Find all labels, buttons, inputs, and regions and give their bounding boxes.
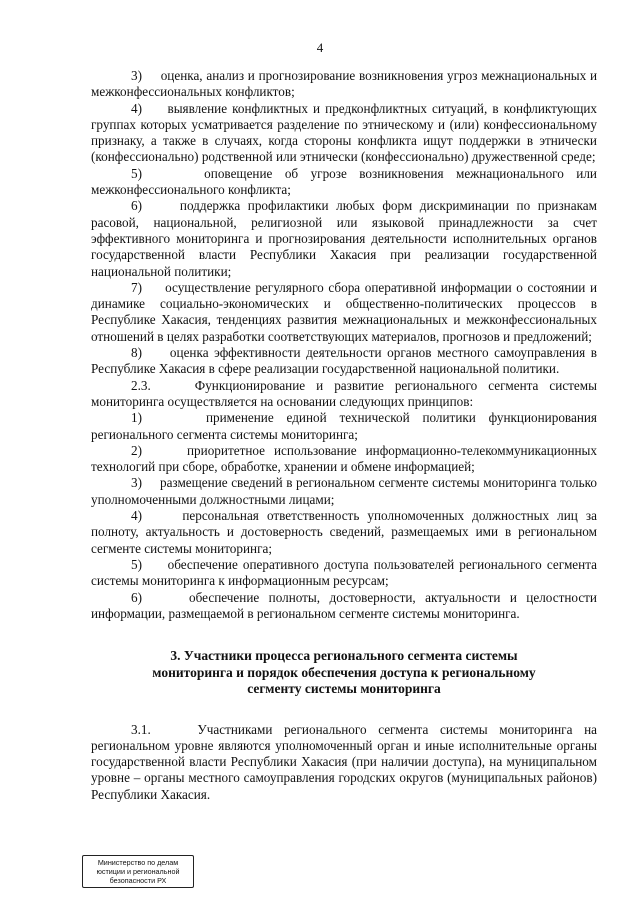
item-number: 6) xyxy=(131,589,142,605)
section-title-line: мониторинга и порядок обеспечения доступа к региональному xyxy=(152,664,536,680)
item-number: 2) xyxy=(131,442,142,458)
list-item xyxy=(91,345,597,378)
paragraph-number: 2.3. xyxy=(131,377,151,393)
page-number: 4 xyxy=(316,40,324,55)
stamp-line: Министерство по делам xyxy=(97,858,179,867)
section-title-line: сегменту системы мониторинга xyxy=(247,681,441,697)
list-item xyxy=(91,166,597,199)
item-number: 3) xyxy=(131,475,142,491)
item-number: 1) xyxy=(131,410,142,426)
list-item xyxy=(91,280,597,345)
item-text: приоритетное использование информационно-телекоммуникационных технологий при сборе, обработке, хранении и обмене информацией; xyxy=(91,442,598,475)
item-text: оценка эффективности деятельности органов местного самоуправления в Республике Хакасия в сфере реализации государственной национальной политики. xyxy=(91,345,598,377)
item-text: оценка, анализ и прогнозирование возникновения угроз межнациональных и межконфессиональных конфликтов; xyxy=(91,68,597,100)
item-text: обеспечение полноты, достоверности, актуальности и целостности информации, размещаемой в региональном сегменте системы мониторинга. xyxy=(91,589,597,621)
list-item xyxy=(91,508,597,557)
list-item xyxy=(91,557,597,590)
item-text: обеспечение оперативного доступа пользователей регионального сегмента системы мониторинга к информационным ресурсам; xyxy=(91,556,598,589)
item-number: 6) xyxy=(131,198,142,214)
item-text: выявление конфликтных и предконфликтных ситуаций, в конфликтующих группах которых усматривается разделение по этническому и (или) конфессиональному признаку, а также в случаях, когда стороны конфликта ищут поддержки в этнически (конфессионально) родственной или этнически (конфессионально) дружественной среде; xyxy=(91,100,598,165)
list-item xyxy=(91,410,597,443)
section-3-heading xyxy=(91,648,597,698)
item-text: осуществление регулярного сбора оперативной информации о состоянии и динамике социально-экономических и общественно-политических процессов в Республике Хакасия, тенденциях развития межнациональных и межконфессиональных отношений в целях разработки соответствующих материалов, прогнозов и предложений; xyxy=(91,279,598,344)
item-number: 8) xyxy=(131,345,142,361)
paragraph-text: Функционирование и развитие регионального сегмента системы мониторинга осуществляется на основании следующих принципов: xyxy=(91,377,597,409)
item-text: поддержка профилактики любых форм дискриминации по признакам расовой, национальной, религиозной или языковой принадлежности за счет эффективного мониторинга и прогнозирования деятельности исполнительных органов государственной власти Республики Хакасия при реализации государственной национальной политики; xyxy=(91,198,597,279)
list-item xyxy=(91,101,597,166)
list-item xyxy=(91,475,597,508)
section-title-line: 3. Участники процесса регионального сегмента системы xyxy=(170,648,518,664)
list-item xyxy=(91,443,597,476)
paragraph-number: 3.1. xyxy=(131,721,151,737)
item-text: персональная ответственность уполномоченных должностных лиц за полноту, актуальность и достоверность сведений, размещаемых ими в региональном сегменте системы мониторинга; xyxy=(91,508,597,556)
item-number: 5) xyxy=(131,165,142,181)
list-item xyxy=(91,590,597,623)
list-item xyxy=(91,198,597,279)
stamp-line: безопасности РХ xyxy=(109,876,167,885)
list-2-3 xyxy=(91,410,597,622)
item-number: 5) xyxy=(131,556,142,572)
item-text: применение единой технической политики функционирования регионального сегмента системы мониторинга; xyxy=(91,410,598,442)
list-2-2 xyxy=(91,68,597,378)
list-item xyxy=(91,68,597,101)
item-text: размещение сведений в региональном сегменте системы мониторинга только уполномоченными должностными лицами; xyxy=(91,475,597,507)
paragraph-text: Участниками регионального сегмента системы мониторинга на региональном уровне являются уполномоченный орган и иные исполнительные органы государственной власти Республики Хакасия (при наличии доступа), на муниципальном уровне – органы местного самоуправления городских округов (муниципальных районов) Республики Хакасия. xyxy=(91,721,597,802)
stamp-line: юстиции и региональной xyxy=(96,867,180,876)
item-number: 7) xyxy=(131,279,142,295)
item-number: 4) xyxy=(131,100,142,116)
item-text: оповещение об угрозе возникновения межнационального или межконфессионального конфликта; xyxy=(91,165,597,198)
item-number: 3) xyxy=(131,68,142,83)
paragraph-2-3 xyxy=(91,378,597,411)
document-body xyxy=(91,68,597,803)
paragraph-3-1 xyxy=(91,722,597,803)
ministry-stamp xyxy=(82,855,194,888)
item-number: 4) xyxy=(131,508,142,524)
